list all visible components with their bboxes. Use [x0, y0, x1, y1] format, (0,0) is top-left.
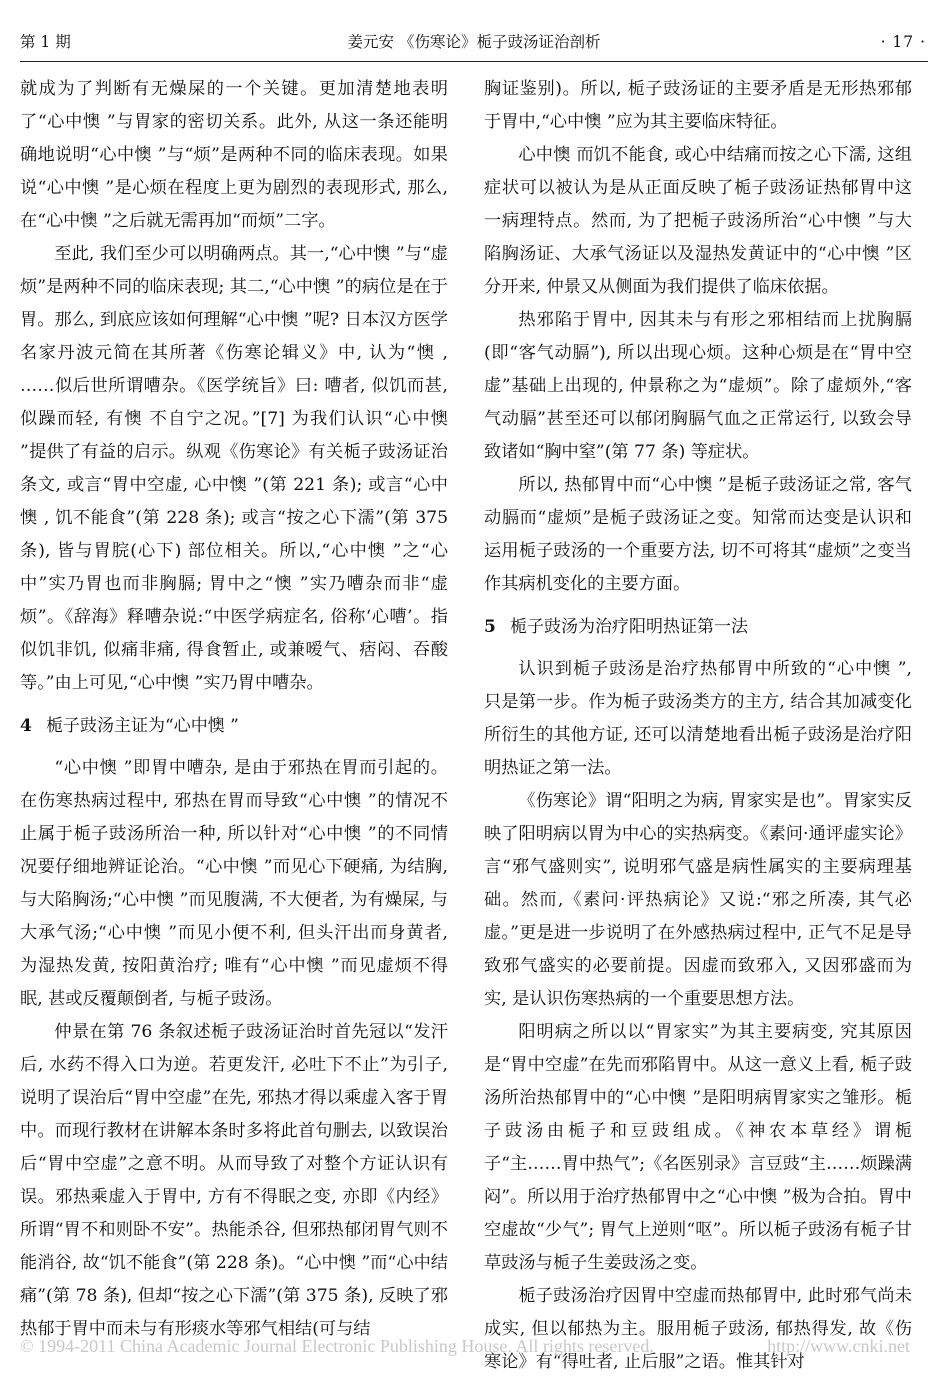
section-heading-4	[20, 710, 448, 742]
copyright-footer	[20, 1336, 930, 1357]
left-column	[20, 73, 448, 1346]
paragraph: 心中懊 而饥不能食, 或心中结痛而按之心下濡, 这组症状可以被认为是从正面反映了栀子豉汤证热郁胃中这一病理特点。然而, 为了把栀子豉汤所治“心中懊 ”与大陷胸汤证、大承气汤证以及湿热发黄证中的“心中懊 ”区分开来, 仲景又从侧面为我们提供了临床依据。	[484, 145, 912, 297]
paragraph: 认识到栀子豉汤是治疗热郁胃中所致的“心中懊 ”, 只是第一步。作为栀子豉汤类方的主方, 结合其加减变化所衍生的其他方证, 还可以清楚地看出栀子豉汤是治疗阳明热证之第一法。	[484, 659, 912, 778]
running-title: 姜元安 《伤寒论》栀子豉汤证治剖析	[347, 33, 601, 51]
paragraph: 所以, 热郁胃中而“心中懊 ”是栀子豉汤证之常, 客气动膈而“虚烦”是栀子豉汤证之变。知常而达变是认识和运用栀子豉汤的一个重要方法, 切不可将其“虚烦”之变当作其病机变化的主要方面。	[484, 475, 912, 594]
paragraph: 就成为了判断有无燥屎的一个关键。更加清楚地表明了“心中懊 ”与胃家的密切关系。此外, 从这一条还能明确地说明“心中懊 ”与“烦”是两种不同的临床表现。如果说“心中懊 ”是心烦在程度上更为剧烈的表现形式, 那么, 在“心中懊 ”之后就无需再加“而烦”二字。	[20, 79, 448, 231]
paragraph: 《伤寒论》谓“阳明之为病, 胃家实是也”。胃家实反映了阳明病以胃为中心的实热病变。《素问·通评虚实论》言“邪气盛则实”, 说明邪气盛是病性属实的主要病理基础。然而,《素问·评热病论》又说:“邪之所凑, 其气必虚。”更是进一步说明了在外感热病过程中, 正气不足是导致邪气盛实的必要前提。因虚而致邪入, 又因邪盛而为实, 是认识伤寒热病的一个重要思想方法。	[484, 791, 912, 1009]
paragraph: 仲景在第 76 条叙述栀子豉汤证治时首先冠以“发汗后, 水药不得入口为逆。若更发汗, 必吐下不止”为引子, 说明了误治后“胃中空虚”在先, 邪热才得以乘虚入客于胃中。而现行教材在讲解本条时多将此首句删去, 以致误治后“胃中空虚”之意不明。从而导致了对整个方证认识有误。邪热乘虚入于胃中, 方有不得眠之变, 亦即《内经》所谓“胃不和则卧不安”。热能杀谷, 但邪热郁闭胃气则不能消谷, 故“饥不能食”(第 228 条)。“心中懊 ”而“心中结痛”(第 78 条), 但却“按之心下濡”(第 375 条), 反映了邪热郁于胃中而未与有形痰水等邪气相结(可与结	[20, 1022, 448, 1339]
header-rule	[20, 61, 928, 62]
running-header	[20, 28, 928, 56]
paragraph: “心中懊 ”即胃中嘈杂, 是由于邪热在胃而引起的。在伤寒热病过程中, 邪热在胃而导致“心中懊 ”的情况不止属于栀子豉汤所治一种, 所以针对“心中懊 ”的不同情况要仔细地辨证论治。“心中懊 ”而见心下硬痛, 为结胸, 与大陷胸汤;“心中懊 ”而见腹满, 不大便者, 为有燥屎, 与大承气汤;“心中懊 ”而见小便不利, 但头汗出而身黄者, 为湿热发黄, 按阳黄治疗; 唯有“心中懊 ”而见虚烦不得眠, 甚或反覆颠倒者, 与栀子豉汤。	[20, 758, 448, 1009]
right-column	[484, 73, 912, 1379]
section-number: 4	[20, 716, 32, 736]
page-number: · 17 ·	[880, 33, 926, 51]
paragraph: 阳明病之所以以“胃家实”为其主要病变, 究其原因是“胃中空虚”在先而邪陷胃中。从这一意义上看, 栀子豉汤所治热郁胃中的“心中懊 ”是阳明病胃家实之雏形。栀子豉汤由栀子和豆豉组成。《神农本草经》谓栀子“主……胃中热气”;《名医别录》言豆豉“主……烦躁满闷”。所以用于治疗热郁胃中之“心中懊 ”极为合拍。胃中空虚故“少气”; 胃气上逆则“呕”。所以栀子豉汤有栀子甘草豉汤与栀子生姜豉汤之变。	[484, 1022, 912, 1273]
copyright-text: © 1994-2011 China Academic Journal Electronic Publishing House. All rights reserved.	[20, 1336, 654, 1356]
paragraph: 栀子豉汤治疗因胃中空虚而热郁胃中, 此时邪气尚未成实, 但以郁热为主。服用栀子豉汤, 郁热得发, 故《伤寒论》有“得吐者, 止后服”之语。惟其针对	[484, 1286, 912, 1372]
paragraph: 至此, 我们至少可以明确两点。其一,“心中懊 ”与“虚烦”是两种不同的临床表现; 其二,“心中懊 ”的病位是在于胃。那么, 到底应该如何理解“心中懊 ”呢? 日本汉方医学名家丹波元简在其所著《伤寒论辑义》中, 认为“懊 , ……似后世所谓嘈杂。《医学统旨》曰: 嘈者, 似饥而甚, 似躁而轻, 有懊 不自宁之况。”[7] 为我们认识“心中懊 ”提供了有益的启示。纵观《伤寒论》有关栀子豉汤证治条文, 或言“胃中空虚, 心中懊 ”(第 221 条); 或言“心中懊 , 饥不能食”(第 228 条); 或言“按之心下濡”(第 375 条), 皆与胃脘(心下) 部位相关。所以,“心中懊 ”之“心中”实乃胃也而非胸膈; 胃中之“懊 ”实乃嘈杂而非“虚烦”。《辞海》释嘈杂说:“中医学病症名, 俗称‘心嘈’。指似饥非饥, 似痛非痛, 得食暂止, 或兼嗳气、痞闷、吞酸等。”由上可见,“心中懊 ”实乃胃中嘈杂。	[20, 244, 448, 693]
footer-url[interactable]: http://www.cnki.net	[767, 1336, 910, 1356]
issue-number: 第 1 期	[20, 33, 71, 51]
section-heading-5	[484, 611, 912, 643]
section-title: 栀子豉汤为治疗阳明热证第一法	[510, 617, 748, 637]
paragraph: 热邪陷于胃中, 因其未与有形之邪相结而上扰胸膈(即“客气动膈”), 所以出现心烦。这种心烦是在“胃中空虚”基础上出现的, 仲景称之为“虚烦”。除了虚烦外,“客气动膈”甚至还可以郁闭胸膈气血之正常运行, 以致会导致诸如“胸中窒”(第 77 条) 等症状。	[484, 310, 912, 462]
section-number: 5	[484, 617, 496, 637]
paragraph: 胸证鉴别)。所以, 栀子豉汤证的主要矛盾是无形热邪郁于胃中,“心中懊 ”应为其主要临床特征。	[484, 79, 912, 132]
section-title: 栀子豉汤主证为“心中懊 ”	[46, 716, 239, 736]
